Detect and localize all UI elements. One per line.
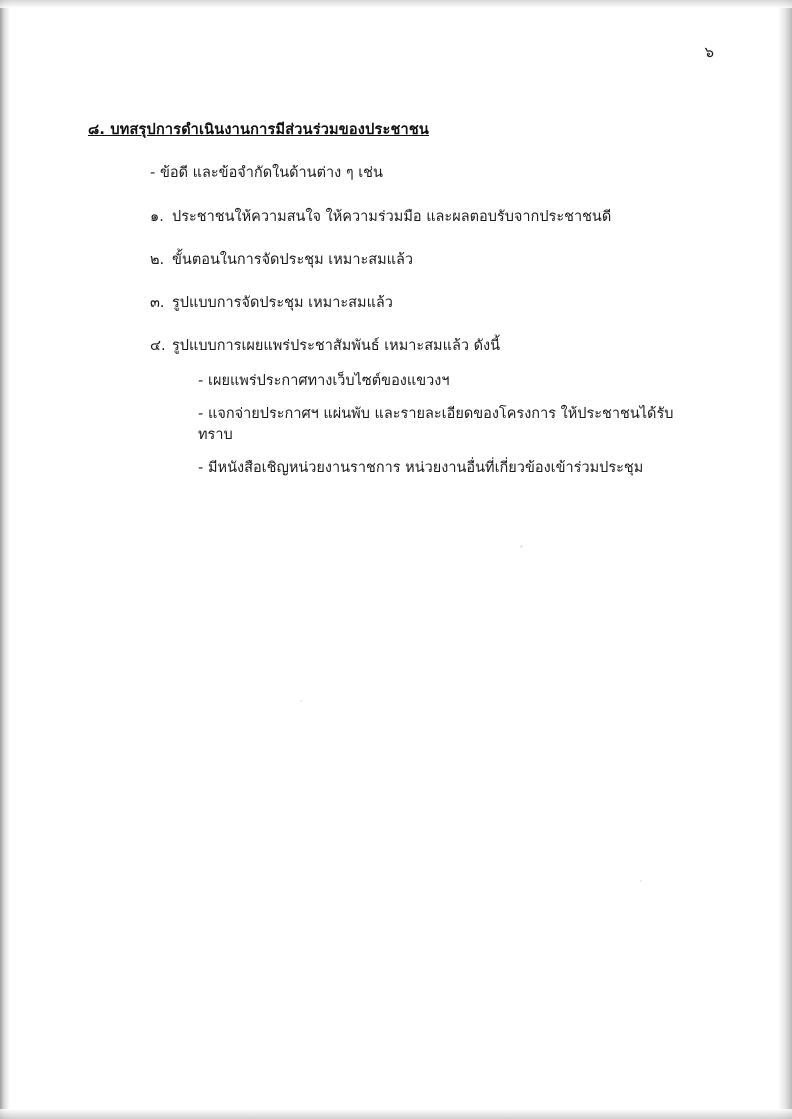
list-item-text: ขั้นตอนในการจัดประชุม เหมาะสมแล้ว — [172, 252, 414, 269]
scan-speckle — [640, 880, 642, 882]
scan-edge-top — [0, 0, 792, 8]
bullet-dash: - — [198, 460, 204, 477]
sub-list-item-text: มีหนังสือเชิญหน่วยงานราชการ หน่วยงานอื่นที่เกี่ยวข้องเข้าร่วมประชุม — [208, 460, 644, 477]
sub-list — [88, 371, 708, 479]
sub-list-item — [198, 371, 708, 392]
bullet-dash: - — [198, 406, 204, 423]
list-item-text: ประชาชนให้ความสนใจ ให้ความร่วมมือ และผลตอบรับจากประชาชนดี — [172, 209, 612, 226]
list-item — [150, 207, 708, 228]
scan-speckle — [520, 545, 523, 548]
list-item-text: รูปแบบการจัดประชุม เหมาะสมแล้ว — [172, 295, 393, 312]
scan-edge-bottom — [0, 1109, 792, 1119]
sub-list-item-text: เผยแพร่ประกาศทางเว็บไซต์ของแขวงฯ — [208, 373, 450, 390]
sub-list-item-text: แจกจ่ายประกาศฯ แผ่นพับ และรายละเอียดของโครงการ ให้ประชาชนได้รับทราบ — [198, 406, 674, 444]
list-item — [150, 293, 708, 314]
list-item-number: ๑. — [150, 209, 164, 226]
page-number: ๖ — [704, 43, 714, 61]
list-item-number: ๒. — [150, 252, 165, 269]
list-item — [150, 336, 708, 357]
list-item-text: รูปแบบการเผยแพร่ประชาสัมพันธ์ เหมาะสมแล้ว ดังนี้ — [172, 338, 500, 355]
list-item-number: ๓. — [150, 295, 165, 312]
document-body — [88, 118, 708, 491]
scan-edge-left — [0, 0, 10, 1119]
scan-edge-right — [778, 0, 792, 1119]
intro-text: ข้อดี และข้อจำกัดในด้านต่าง ๆ เช่น — [160, 165, 383, 181]
section-heading: ๘. บทสรุปการดำเนินงานการมีส่วนร่วมของประชาชน — [88, 122, 430, 138]
scan-speckle — [300, 700, 302, 702]
intro-line — [150, 163, 708, 184]
list-item — [150, 250, 708, 271]
bullet-dash: - — [198, 373, 204, 390]
sub-list-item — [198, 404, 708, 446]
list-item-number: ๔. — [150, 338, 166, 355]
sub-list-item — [198, 458, 708, 479]
bullet-dash: - — [150, 165, 156, 181]
